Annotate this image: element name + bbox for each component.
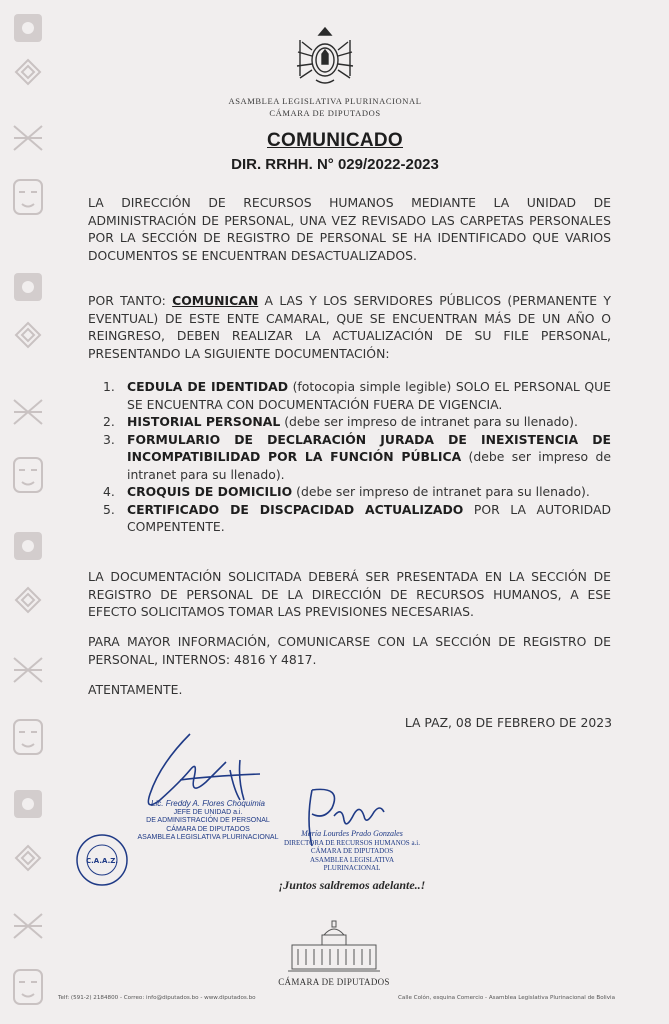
signer-assembly: ASAMBLEA LEGISLATIVA PLURINACIONAL <box>309 855 395 872</box>
footer-contact: Telf: (591-2) 2184800 - Correo: info@diputados.bo - www.diputados.bo <box>58 995 256 1001</box>
list-item-detail: (debe ser impreso de intranet para su llenado). <box>280 414 578 429</box>
paragraph-submission: LA DOCUMENTACIÓN SOLICITADA DEBERÁ SER PRESENTADA EN LA SECCIÓN DE REGISTRO DE PERSONAL DE LA DIRECCIÓN DE RECURSOS HUMANOS, A ESE EFECTO SOLICITAMOS TOMAR LAS PREVISIONES NECESARIAS. <box>88 569 611 619</box>
footer-chamber-name: CÁMARA DE DIPUTADOS <box>278 977 390 987</box>
signer-unit: DE ADMINISTRACIÓN DE PERSONAL <box>146 817 270 824</box>
list-item-title: CERTIFICADO DE DISCPACIDAD ACTUALIZADO <box>127 501 464 517</box>
document-date: LA PAZ, 08 DE FEBRERO DE 2023 <box>404 715 612 730</box>
required-documents-list <box>103 378 611 536</box>
list-item-number: 4. <box>103 484 115 499</box>
motto: ¡Juntos saldremos adelante..! <box>278 878 426 892</box>
signature-block-1 <box>128 800 288 843</box>
list-item-title: HISTORIAL PERSONAL <box>127 414 281 429</box>
list-item-number: 1. <box>103 379 115 394</box>
list-item-detail: POR LA AUTORIDAD COMPENTENTE. <box>127 501 611 534</box>
list-item-detail: (debe ser impreso de intranet para su llenado). <box>292 484 590 499</box>
list-item-number: 5. <box>103 501 115 517</box>
closing: ATENTAMENTE. <box>88 682 183 697</box>
list-item-detail: (debe ser impreso de intranet para su llenado). <box>127 449 611 482</box>
notice-verb: COMUNICAN <box>172 293 259 308</box>
list-item <box>103 431 611 484</box>
list-item <box>103 413 611 431</box>
notice-body: A LAS Y LOS SERVIDORES PÚBLICOS (PERMANENTE Y EVENTUAL) DE ESTE ENTE CAMARAL, QUE SE ENCUENTRAN MÁS DE UN AÑO O REINGRESO, DEBEN REALIZAR LA ACTUALIZACIÓN DE SU FILE PERSONAL, PRESENTANDO LA SIGUIENTE DOCUMENTACIÓN: <box>88 293 611 361</box>
paragraph-contact: PARA MAYOR INFORMACIÓN, COMUNICARSE CON LA SECCIÓN DE REGISTRO DE PERSONAL, INTERNOS: 4816 Y 4817. <box>88 634 611 667</box>
list-item <box>103 483 611 501</box>
official-stamp <box>74 832 130 888</box>
signer-title: JEFE DE UNIDAD a.i. <box>173 808 243 816</box>
list-item <box>103 378 611 413</box>
document-title: COMUNICADO <box>267 130 403 151</box>
list-item-title: CROQUIS DE DOMICILIO <box>127 484 293 499</box>
stamp-text: C.A.A.Z. <box>86 857 118 865</box>
notice-prefix: POR TANTO: <box>88 293 173 308</box>
signer-chamber: CÁMARA DE DIPUTADOS <box>310 847 394 855</box>
signer-title: DIRECTORA DE RECURSOS HUMANOS a.i. <box>284 838 420 847</box>
decorative-border <box>6 8 50 1018</box>
list-item-detail: (fotocopia simple legible) SOLO EL PERSONAL QUE SE ENCUENTRA CON DOCUMENTACIÓN FUERA DE VIGENCIA. <box>127 379 611 412</box>
building-logo-icon <box>284 917 384 975</box>
list-item-title: FORMULARIO DE DECLARACIÓN JURADA DE INEXISTENCIA DE INCOMPATIBILIDAD POR LA FUNCIÓN PÚBLICA <box>127 431 611 464</box>
list-item-title: CEDULA DE IDENTIDAD <box>127 379 288 394</box>
paragraph-intro: LA DIRECCIÓN DE RECURSOS HUMANOS MEDIANTE LA UNIDAD DE ADMINISTRACIÓN DE PERSONAL, UNA VEZ REVISADO LAS CARPETAS PERSONALES POR LA SECCIÓN DE REGISTRO DE PERSONAL SE HA IDENTIFICADO QUE VARIOS DOCUMENTOS SE ENCUENTRAN DESACTUALIZADOS. <box>88 195 611 263</box>
signer-assembly: ASAMBLEA LEGISLATIVA PLURINACIONAL <box>137 834 279 841</box>
signer-name: Lic. Freddy A. Flores Choquimia <box>151 799 265 808</box>
list-item-number: 2. <box>103 414 115 429</box>
institution-name: ASAMBLEA LEGISLATIVA PLURINACIONAL <box>228 96 422 106</box>
coat-of-arms-icon <box>292 26 358 88</box>
document-reference: DIR. RRHH. N° 029/2022-2023 <box>231 156 439 173</box>
chamber-name: CÁMARA DE DIPUTADOS <box>269 108 381 118</box>
list-item <box>103 501 611 536</box>
list-item-number: 3. <box>103 431 115 447</box>
signer-chamber: CÁMARA DE DIPUTADOS <box>166 825 250 833</box>
paragraph-notice <box>88 292 611 362</box>
footer-address: Calle Colón, esquina Comercio - Asamblea Legislativa Plurinacional de Bolivia <box>398 995 616 1001</box>
signature-block-2 <box>282 830 422 873</box>
signer-name: María Lourdes Prado Gonzales <box>301 829 403 838</box>
